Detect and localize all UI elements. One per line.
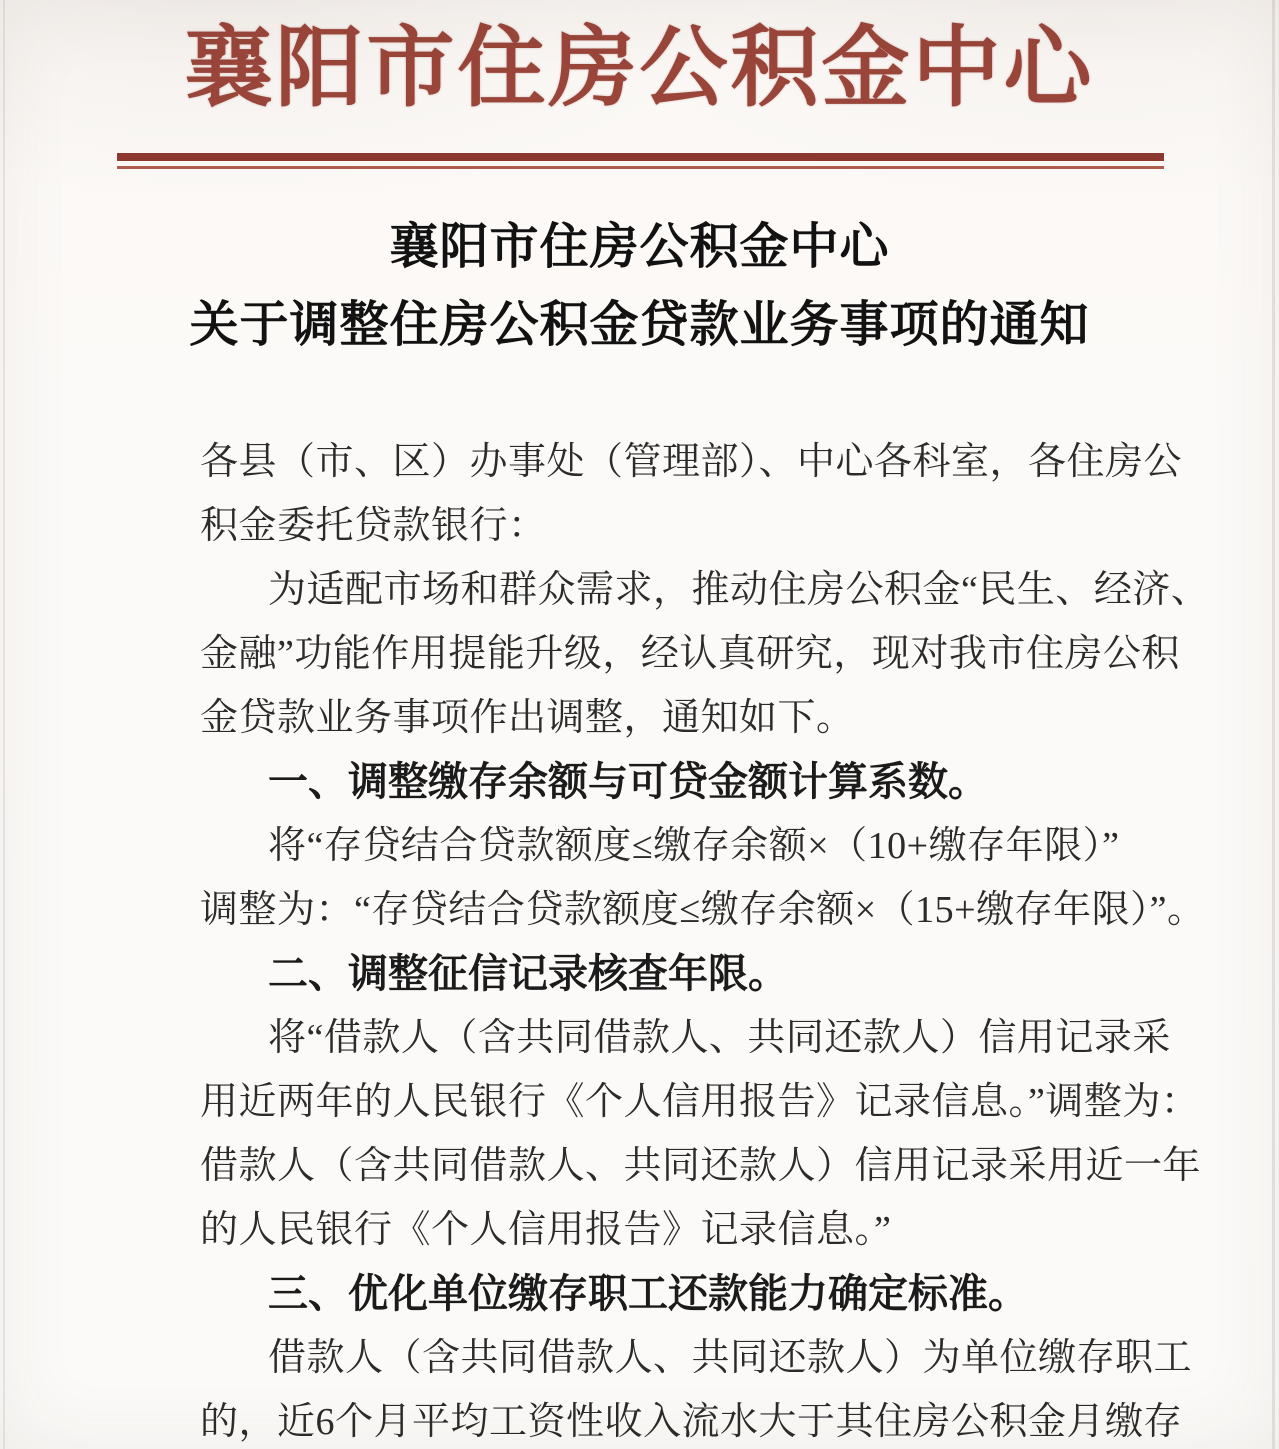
document-title: [0, 208, 1279, 364]
letterhead-rule-thick: [117, 153, 1164, 161]
salutation-line-2: 积金委托贷款银行：: [200, 505, 547, 547]
section-2-heading: 二、调整征信记录核查年限。: [268, 952, 788, 996]
section-1-line-2: 调整为：“存贷结合贷款额度≤缴存余额×（15+缴存年限）”。: [200, 889, 1206, 931]
section-2-line-2: 用近两年的人民银行《个人信用报告》记录信息。”调整为：: [200, 1081, 1200, 1123]
document-body: [200, 430, 1210, 1449]
section-1-line-1: 将“存贷结合贷款额度≤缴存余额×（10+缴存年限）”: [268, 825, 1120, 867]
intro-line-3: 金贷款业务事项作出调整，通知如下。: [200, 697, 855, 739]
letterhead-org-name: 襄阳市住房公积金中心: [184, 21, 1095, 118]
section-3-line-2: 的，近6个月平均工资性收入流水大于其住房公积金月缴存: [200, 1401, 1183, 1443]
section-2-line-1: 将“借款人（含共同借款人、共同还款人）信用记录采: [268, 1017, 1171, 1059]
section-3-heading: 三、优化单位缴存职工还款能力确定标准。: [268, 1272, 1028, 1316]
section-2-line-3: 借款人（含共同借款人、共同还款人）信用记录采用近一年: [200, 1145, 1202, 1187]
letterhead-rule-thin: [117, 166, 1164, 169]
section-2-line-4: 的人民银行《个人信用报告》记录信息。”: [200, 1209, 892, 1251]
section-3-line-1: 借款人（含共同借款人、共同还款人）为单位缴存职工: [268, 1337, 1193, 1379]
intro-line-1: 为适配市场和群众需求，推动住房公积金“民生、经济、: [268, 569, 1210, 611]
intro-line-2: 金融”功能作用提能升级，经认真研究，现对我市住房公积: [200, 633, 1180, 675]
document-title-line1: 襄阳市住房公积金中心: [389, 219, 890, 274]
salutation-line-1: 各县（市、区）办事处（管理部）、中心各科室，各住房公: [200, 441, 1183, 483]
document-title-line2: 关于调整住房公积金贷款业务事项的通知: [189, 297, 1090, 352]
section-1-heading: 一、调整缴存余额与可贷金额计算系数。: [268, 760, 988, 804]
